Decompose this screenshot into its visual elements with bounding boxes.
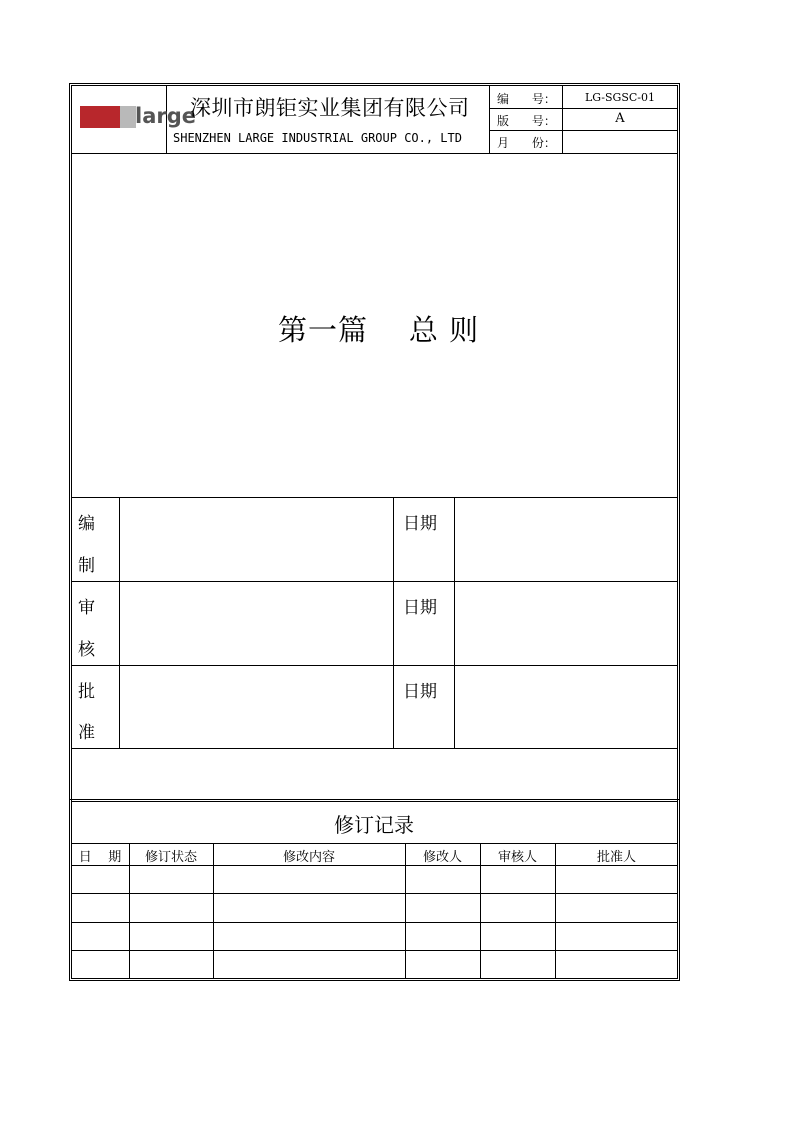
signoff-divider [454,497,455,748]
document-title: 第一篇 总 则 [278,313,480,347]
signoff-line [71,665,678,666]
doc-number-label: 编 号： [497,92,556,106]
revision-row-line [71,922,678,923]
header-field-line [489,130,678,131]
revision-title: 修订记录 [334,813,414,837]
signoff-review-char2: 核 [78,640,95,660]
revision-col-reviewer: 审核人 [497,850,537,865]
signoff-approve-char1: 批 [78,682,95,702]
page-inner-frame [71,85,678,979]
signoff-compile-date-label: 日期 [403,514,437,534]
month-label: 月 份： [497,136,556,150]
revision-col-content: 修改内容 [282,850,335,865]
version-label: 版 号： [497,114,556,128]
signoff-divider [119,497,120,748]
header-bottom-line [71,153,678,154]
version-value: A [615,111,625,126]
signoff-approve-char2: 准 [78,723,95,743]
signoff-compile-char1: 编 [78,514,95,534]
revision-header-top-line [71,843,678,844]
revision-col-modifier: 修改人 [422,850,462,865]
revision-col-approver: 批准人 [596,850,636,865]
revision-row-line [71,893,678,894]
signoff-review-date-label: 日期 [403,598,437,618]
revision-header-bottom-line [71,865,678,866]
signoff-line [71,581,678,582]
logo-text: large [135,104,197,128]
header-divider [489,85,490,153]
signoff-review-char1: 审 [78,598,95,618]
revision-outer-top-line [69,799,680,800]
doc-number-value: LG-SGSC-01 [584,91,655,104]
revision-col-date: 日 期 [78,850,122,865]
signoff-compile-char2: 制 [78,556,95,576]
signoff-divider [393,497,394,748]
revision-inner-top-line [71,801,678,802]
header-field-line [489,108,678,109]
signoff-approve-date-label: 日期 [403,682,437,702]
revision-col-status: 修订状态 [144,850,197,865]
company-name-cn: 深圳市朗钜实业集团有限公司 [190,96,470,120]
signoff-bottom-line [71,748,678,749]
logo-grey-block [120,106,136,128]
revision-row-line [71,950,678,951]
logo-red-block [80,106,120,128]
company-name-en: SHENZHEN LARGE INDUSTRIAL GROUP CO., LTD [173,131,462,145]
signoff-top-line [71,497,678,498]
